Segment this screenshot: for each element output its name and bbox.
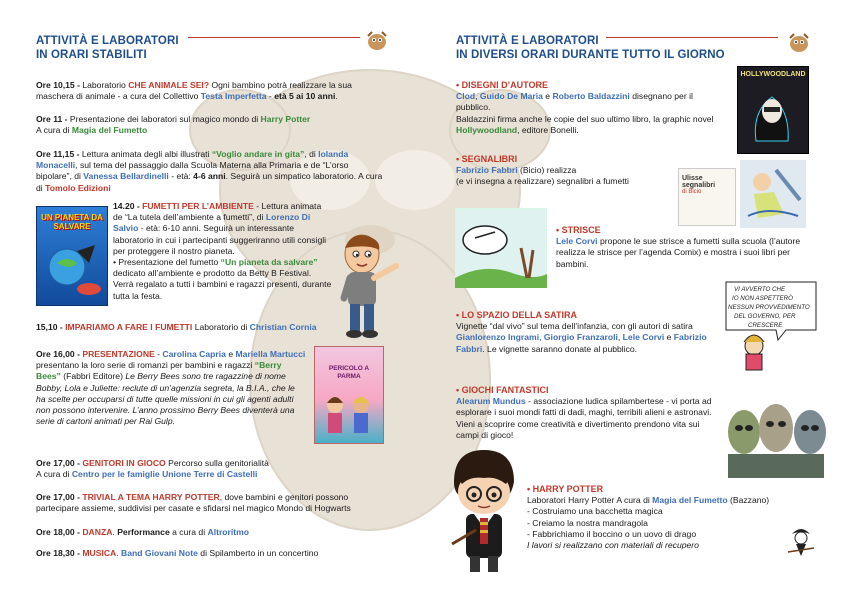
book-cover-pianeta: UN PIANETA DA SALVARE xyxy=(36,206,108,306)
event-1700-trivial: Ore 17,00 - TRIVIAL A TEMA HARRY POTTER, dove bambini e genitori possono partecipare assieme, suddivisi per casate e sfidarsi nel magico Mondo di Hogwarts xyxy=(36,492,351,514)
right-title-rule xyxy=(606,37,778,38)
mascot-icon-left xyxy=(364,28,390,54)
left-title-rule xyxy=(188,37,360,38)
segnalibri-illustration xyxy=(740,160,806,228)
book-cover-berry-bees: PERICOLO A PARMA xyxy=(314,346,384,444)
left-column-title: ATTIVITÀ E LABORATORI IN ORARI STABILITI xyxy=(36,35,179,61)
book-cover-segnalibri: Ulisse segnalibri di Bicio xyxy=(678,168,736,226)
mascot-icon-right xyxy=(786,30,812,56)
event-1800: Ore 18,00 - DANZA. Performance a cura di Altroritmo xyxy=(36,527,250,537)
satira-cartoon-illustration xyxy=(724,278,820,372)
section-strisce: • STRISCE Lele Corvi propone le sue strisce a fumetti sulla scuola (l’autore realizza le strisce per l’agenda Comix) e mostra i suoi libri per bambini. xyxy=(556,225,801,269)
aliens-illustration xyxy=(722,398,830,478)
harry-potter-figure-illustration xyxy=(442,448,524,578)
svg-text:VI AVVERTO CHE: VI AVVERTO CHE xyxy=(734,286,786,293)
event-1600: Ore 16,00 - PRESENTAZIONE - Carolina Capria e Mariella Martucci presentano la loro serie di romanzi per bambini e ragazzi “Berry Bees” (Fabbri Editore) Le Berry Bees sono tre ragazzine di nome Bobby, Lola e Juliette: reclute di un’agenzia segreta, la B.I.A., che le ha scelte per occuparsi di tutte quelle missioni in cui gli agenti adulti non possono intervenire. L’anno prossimo Berry Bees diventerà una serie di cartoni animati per Rai Gulp. xyxy=(36,349,306,427)
event-1420: 14.20 - FUMETTI PER L’AMBIENTE - Lettura animata de “La tutela dell’ambiente a fumetti”, di Lorenzo Di Salvio - età: 6-10 anni. Seguirà un interessante laboratorio in cui i partecipanti suggeriranno utili consigli per proteggere il nostro pianeta. • Presentazione del fumetto “Un pianeta da salvare” dedicato all’ambiente e prodotto da Betty B Festival. Verrà regalato a tutti i bambini e ragazzi presenti, durante tutta la festa. xyxy=(113,201,332,301)
book-cover-hollywoodland: HOLLYWOODLAND xyxy=(737,66,809,154)
section-harry-potter: • HARRY POTTER Laboratori Harry Potter A cura di Magia del Fumetto (Bazzano) - Costruiamo una bacchetta magica - Creiamo la nostra mandragola - Fabbrichiamo il boccino o un uovo di drago I lavori si realizzano con materiali di recupero xyxy=(527,484,770,551)
svg-text:NESSUN PROVVEDIMENTO: NESSUN PROVVEDIMENTO xyxy=(728,304,810,311)
event-1700-genitori: Ore 17,00 - GENITORI IN GIOCO Percorso sulla genitorialità A cura di Centro per le famiglie Unione Terre di Castelli xyxy=(36,458,269,480)
witch-doodle-icon xyxy=(786,526,816,560)
event-1510: 15,10 - IMPARIAMO A FARE I FUMETTI Laboratorio di Christian Cornia xyxy=(36,322,317,332)
section-segnalibri: • SEGNALIBRI Fabrizio Fabbri (Bicio) realizza (e vi insegna a realizzare) segnalibri a fumetti xyxy=(456,154,629,187)
event-1015: Ore 10,15 - Laboratorio CHE ANIMALE SEI? Ogni bambino potrà realizzare la sua maschera di animale - a cura del Collettivo Testa Imperfetta - età 5 ai 10 anni. xyxy=(36,80,352,102)
right-column-title: ATTIVITÀ E LABORATORI IN DIVERSI ORARI DURANTE TUTTO IL GIORNO xyxy=(456,35,725,61)
section-disegni: • DISEGNI D’AUTORE Clod, Guido De Maria e Roberto Baldazzini disegnano per il pubblico. Baldazzini firma anche le copie del suo ultimo libro, la graphic novel Hollywoodland, editore Bonelli. xyxy=(456,80,714,135)
event-1100: Ore 11 - Presentazione dei laboratori sul magico mondo di Harry Potter A cura di Magia del Fumetto xyxy=(36,114,311,136)
section-giochi: • GIOCHI FANTASTICI Alearum Mundus - associazione ludica spilambertese - vi porta ad esplorare i suoi mondi fatti di dadi, maghi, terribili alieni e astronavi. Vieni a scoprire come creatività e divertimento prendono vita sui campi di gioco! xyxy=(456,385,712,440)
event-1115: Ore 11,15 - Lettura animata degli albi illustrati “Voglio andare in gita”, di Iolanda Monacelli, sul tema del passaggio dalla Scuola Materna alla Primaria e de “L’orso bipolare”, di Vanessa Bellardinelli - età: 4-6 anni. Seguirà un simpatico laboratorio. A cura di Tomolo Edizioni xyxy=(36,149,383,193)
svg-text:IO NON ASPETTERÒ: IO NON ASPETTERÒ xyxy=(732,295,793,302)
svg-text:CRESCERE: CRESCERE xyxy=(748,322,783,329)
section-satira: • LO SPAZIO DELLA SATIRA Vignette “dal vivo” sul tema dell’infanzia, con gli autori di satira Gianlorenzo Ingrami, Giorgio Franzaroli, Lele Corvi e Fabrizio Fabbri. Le vignette saranno donate al pubblico. xyxy=(456,310,707,354)
event-1830: Ore 18,30 - MUSICA. Band Giovani Note di Spilamberto in un concertino xyxy=(36,548,319,558)
strisce-comic-illustration xyxy=(455,208,547,288)
svg-text:DEL GOVERNO, PER: DEL GOVERNO, PER xyxy=(734,313,796,320)
